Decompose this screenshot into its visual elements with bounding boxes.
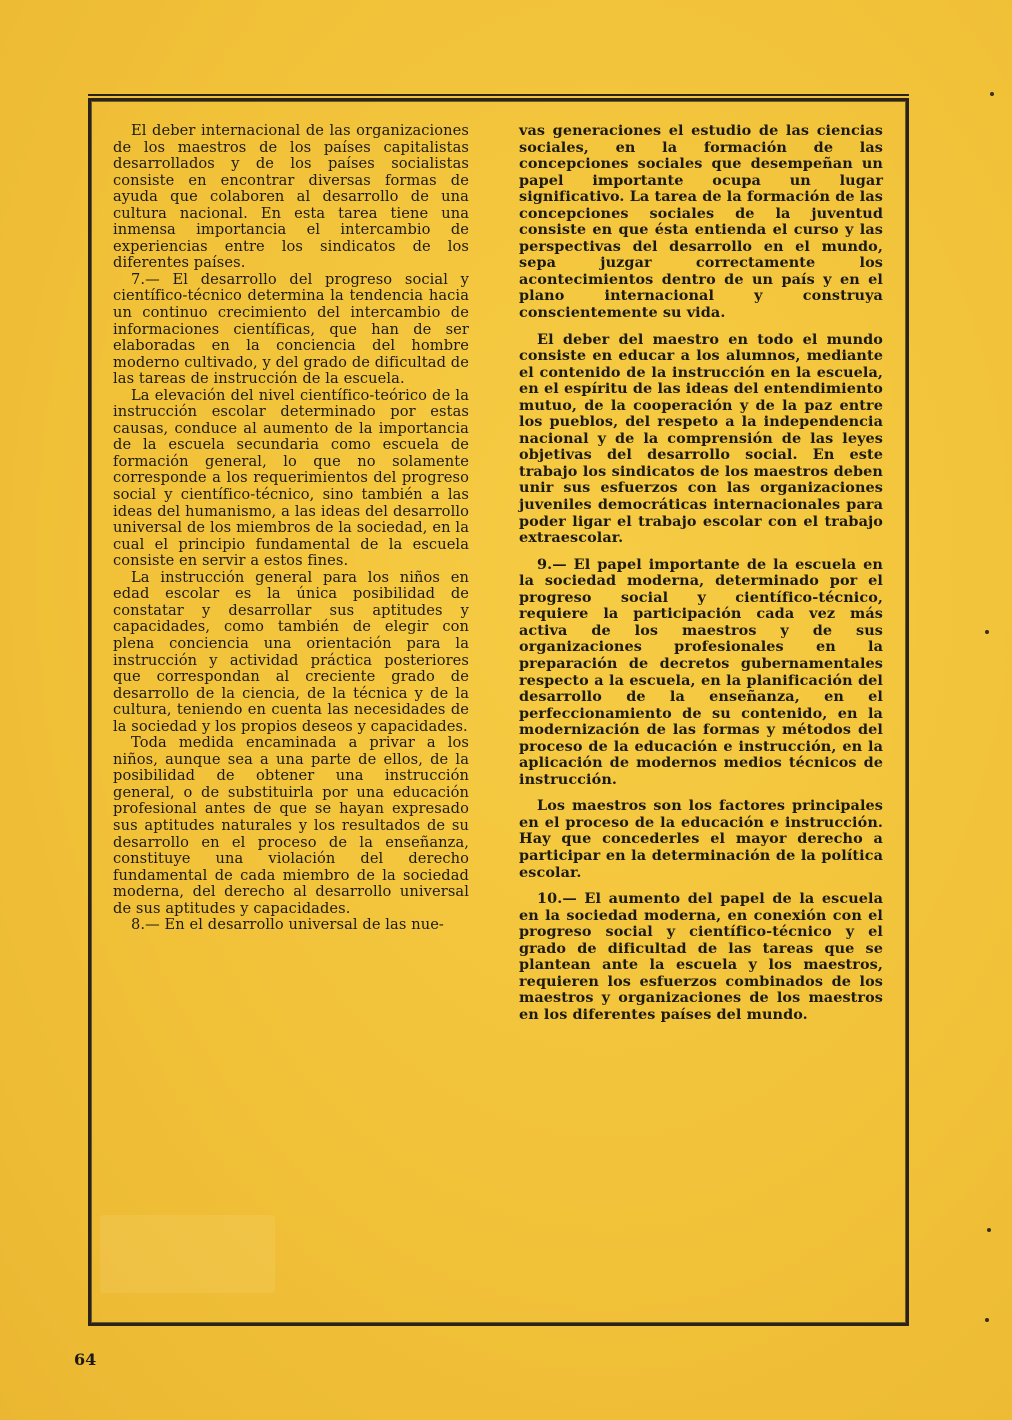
paragraph: vas generaciones el estudio de las ciencias sociales, en la formación de las concepciones sociales que desempeñan un papel importante ocupa un lugar significativo. La tarea de la formación de las concepciones sociales de la juventud consiste en que ésta entienda el curso y las perspectivas del desarrollo en el mundo, sepa juzgar correctamente los acontecimientos dentro de un país y en el plano internacional y construya conscientemente su vida. — [519, 122, 883, 322]
paragraph: Toda medida encaminada a privar a los niños, aunque sea a una parte de ellos, de la posibilidad de obtener una instrucción general, o de substituirla por una educación profesional antes de que se hayan expresado sus aptitudes naturales y los resultados de su desarrollo en el proceso de la enseñanza, constituye una violación del derecho fundamental de cada miembro de la sociedad moderna, del derecho al desarrollo universal de sus aptitudes y capacidades. — [113, 734, 469, 917]
speck — [990, 92, 994, 96]
paragraph: 10.— El aumento del papel de la escuela en la sociedad moderna, en conexión con el progreso social y científico-técnico y el grado de dificultad de las tareas que se plantean ante la escuela y los maestros, requieren los esfuerzos combinados de los maestros y organizaciones de los maestros en los diferentes países del mundo. — [519, 890, 883, 1023]
text-frame — [88, 98, 909, 1326]
paragraph: El deber del maestro en todo el mundo consiste en educar a los alumnos, mediante el contenido de la instrucción en la escuela, en el espíritu de las ideas del entendimiento mutuo, de la cooperación y de la paz entre los pueblos, del respeto a la independencia nacional y de la comprensión de las leyes objetivas del desarrollo social. En este trabajo los sindicatos de los maestros deben unir sus esfuerzos con las organizaciones juveniles democráticas internacionales para poder ligar el trabajo escolar con el trabajo extraescolar. — [519, 330, 883, 547]
paragraph: 8.— En el desarrollo universal de las nue- — [131, 916, 444, 934]
speck — [985, 630, 989, 634]
speck — [987, 1228, 991, 1232]
right-column — [519, 123, 883, 1033]
paragraph: 9.— El papel importante de la escuela en la sociedad moderna, determinado por el progreso social y científico-técnico, requiere la participación cada vez más activa de los maestros y de sus organizaciones profesionales en la preparación de decretos gubernamentales respecto a la escuela, en la planificación del desarrollo de la enseñanza, en el perfeccionamiento de su contenido, en la modernización de las formas y métodos del proceso de la educación e instrucción, en la aplicación de modernos medios técnicos de instrucción. — [519, 555, 883, 788]
paragraph: El deber internacional de las organizaciones de los maestros de los países capitalistas desarrollados y de los países socialistas consiste en encontrar diversas formas de ayuda que colaboren al desarrollo de una cultura nacional. En esta tarea tiene una inmensa importancia el intercambio de experiencias entre los sindicatos de los diferentes países. — [113, 122, 469, 272]
paragraph: 7.— El desarrollo del progreso social y científico-técnico determina la tendencia hacia un continuo crecimiento del intercambio de informaciones científicas, que han de ser elaboradas en la conciencia del hombre moderno cultivado, y del grado de dificultad de las tareas de instrucción de la escuela. — [113, 270, 469, 388]
page-number: 64 — [74, 1350, 97, 1369]
left-column — [113, 123, 469, 934]
paragraph: La instrucción general para los niños en edad escolar es la única posibilidad de constatar y desarrollar sus aptitudes y capacidades, como también de elegir con plena conciencia una orientación para la instrucción y actividad práctica posteriores que correspondan al creciente grado de desarrollo de la ciencia, de la técnica y de la cultura, teniendo en cuenta las necesidades de la sociedad y los propios deseos y capacidades. — [113, 568, 469, 735]
paragraph: Los maestros son los factores principales en el proceso de la educación e instrucción. Hay que concederles el mayor derecho a participar en la determinación de la política escolar. — [519, 797, 883, 881]
paragraph: La elevación del nivel científico-teórico de la instrucción escolar determinado por estas causas, conduce al aumento de la importancia de la escuela secundaria como escuela de formación general, lo que no solamente corresponde a los requerimientos del progreso social y científico-técnico, sino también a las ideas del humanismo, a las ideas del desarrollo universal de los miembros de la sociedad, en la cual el principio fundamental de la escuela consiste en servir a estos fines. — [113, 386, 469, 570]
speck — [985, 1318, 989, 1322]
